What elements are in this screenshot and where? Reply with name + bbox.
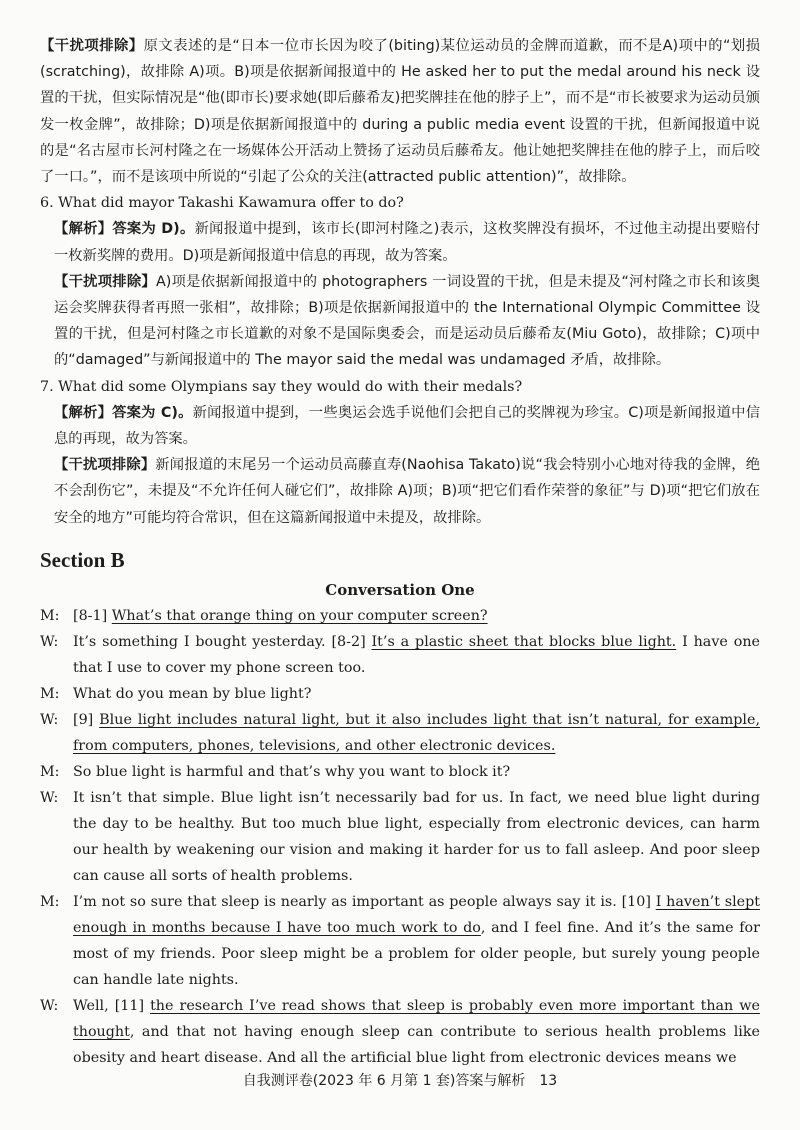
distractor-text: 原文表述的是“日本一位市长因为咬了(biting)某位运动员的金牌而道歉，而不是A)项中的“划损(scratching)，故排除 A)项。B)项是依据新闻报道中的 He asked her to put the medal around his neck 设置的干扰，但实际情况是“他(即市长)要求她(即后藤希友)把奖牌挂在他的脖子上”，而不是“市长被要求为运动员颁发一枚金牌”，故排除；D)项是依据新闻报道中的 during a public media event 设置的干扰，但新闻报道中说的是“名古屋市长河村隆之在一场媒体公开活动上赞扬了运动员后藤希友。他让她把奖牌挂在他的脖子上，而后咬了一口。”，而不是该项中所说的“引起了公众的关注(attracted public attention)”，故排除。 xyxy=(40,38,761,186)
utterance xyxy=(73,681,760,707)
utterance-text: I’m not so sure that sleep is nearly as important as people always say it is. [10] xyxy=(73,893,656,910)
speaker-label: W: xyxy=(40,997,59,1014)
dialogue-turn xyxy=(40,681,760,707)
speaker-label: W: xyxy=(40,633,59,650)
analysis-text: 新闻报道中提到，该市长(即河村隆之)表示，这枚奖牌没有损坏，不过他主动提出要赔付一枚新奖牌的费用。D)项是新闻报道中信息的再现，故为答案。 xyxy=(54,221,760,264)
speaker-label: M: xyxy=(40,763,60,780)
utterance-text: , and that not having enough sleep can contribute to serious health problems like obesity and heart disease. And all the artificial blue light from electronic devices means we xyxy=(73,1023,760,1066)
underlined-answer-cue: What’s that orange thing on your computer screen? xyxy=(111,607,488,624)
utterance-text: , and I feel fine. And it’s the same for most of my friends. Poor sleep might be a problem for older people, but surely young people can handle late nights. xyxy=(73,919,760,988)
underlined-answer-cue: Blue light includes natural light, but it also includes light that isn’t natural, for example, from computers, phones, televisions, and other electronic devices. xyxy=(73,711,760,754)
analysis-tag: 【解析】答案为 D)。 xyxy=(54,221,195,238)
speaker-label: M: xyxy=(40,607,60,624)
underlined-answer-cue: I haven’t slept enough in months because I have too much work to do xyxy=(73,893,760,936)
dialogue-turn xyxy=(40,629,760,681)
conversation-transcript xyxy=(40,603,760,1071)
speaker-label: W: xyxy=(40,789,59,806)
dialogue-turn xyxy=(40,889,760,993)
utterance xyxy=(73,759,760,785)
utterance-text: I have one that I use to cover my phone screen too. xyxy=(73,633,760,676)
distractor-tag: 【干扰项排除】 xyxy=(54,273,156,290)
utterance xyxy=(73,993,760,1071)
question-7: 7. What did some Olympians say they would do with their medals? xyxy=(40,378,523,395)
dialogue-turn xyxy=(40,785,760,889)
distractor-tag: 【干扰项排除】 xyxy=(54,457,156,474)
utterance-text: [8-1] xyxy=(73,607,112,624)
speaker-label: M: xyxy=(40,893,60,910)
analysis-q7 xyxy=(40,400,760,452)
distractor-analysis-q5 xyxy=(40,33,760,190)
distractor-text: A)项是依据新闻报道中的 photographers 一词设置的干扰，但是未提及“河村隆之市长和该奥运会奖牌获得者再照一张相”，故排除；B)项是依据新闻报道中的 the International Olympic Committee 设置的干扰，但是河村隆之市长道歉的对象不是国际奥委会，而是运动员后藤希友(Miu Goto)，故排除；C)项中的“damaged”与新闻报道中的 The mayor said the medal was undamaged 矛盾，故排除。 xyxy=(54,273,761,369)
utterance-text: It’s something I bought yesterday. [8-2] xyxy=(73,633,372,650)
distractor-tag: 【干扰项排除】 xyxy=(40,38,144,54)
distractor-analysis-q6 xyxy=(40,269,760,374)
analysis-text: 新闻报道中提到，一些奥运会选手说他们会把自己的奖牌视为珍宝。C)项是新闻报道中信息的再现，故为答案。 xyxy=(54,404,760,448)
analysis-q6 xyxy=(40,216,760,268)
speaker-label: W: xyxy=(40,711,59,728)
utterance-text: So blue light is harmful and that’s why you want to block it? xyxy=(73,763,511,780)
utterance-text: What do you mean by blue light? xyxy=(73,685,312,702)
section-title: Section B xyxy=(40,547,125,572)
underlined-answer-cue: the research I’ve read shows that sleep is probably even more important than we thought xyxy=(73,997,760,1040)
distractor-text: 新闻报道的末尾另一个运动员高藤直寿(Naohisa Takato)说“我会特别小心地对待我的金牌，绝不会刮伤它”，未提及“不允许任何人碰它们”，故排除 A)项；B)项“把它们看作荣誉的象征”与 D)项“把它们放在安全的地方”可能均符合常识，但在这篇新闻报道中未提及，故排除。 xyxy=(54,457,760,526)
conversation-title: Conversation One xyxy=(325,580,475,599)
page-footer: 自我测评卷(2023 年 6 月第 1 套)答案与解析 13 xyxy=(242,1073,558,1089)
utterance xyxy=(73,707,760,759)
dialogue-turn xyxy=(40,707,760,759)
dialogue-turn xyxy=(40,993,760,1071)
dialogue-turn xyxy=(40,759,760,785)
analysis-tag: 【解析】答案为 C)。 xyxy=(54,404,193,421)
question-6: 6. What did mayor Takashi Kawamura offer to do? xyxy=(40,195,404,212)
underlined-answer-cue: It’s a plastic sheet that blocks blue light. xyxy=(371,633,677,650)
utterance-text: It isn’t that simple. Blue light isn’t necessarily bad for us. In fact, we need blue light during the day to be healthy. But too much blue light, especially from electronic devices, can harm our health by weakening our vision and making it harder for us to fall asleep. And poor sleep can cause all sorts of health problems. xyxy=(73,789,760,884)
utterance xyxy=(73,889,760,993)
distractor-analysis-q7 xyxy=(40,452,760,531)
utterance-text: [9] xyxy=(73,711,100,728)
utterance xyxy=(73,603,760,629)
dialogue-turn xyxy=(40,603,760,629)
utterance xyxy=(73,785,760,889)
utterance xyxy=(73,629,760,681)
speaker-label: M: xyxy=(40,685,60,702)
utterance-text: Well, [11] xyxy=(73,997,151,1014)
